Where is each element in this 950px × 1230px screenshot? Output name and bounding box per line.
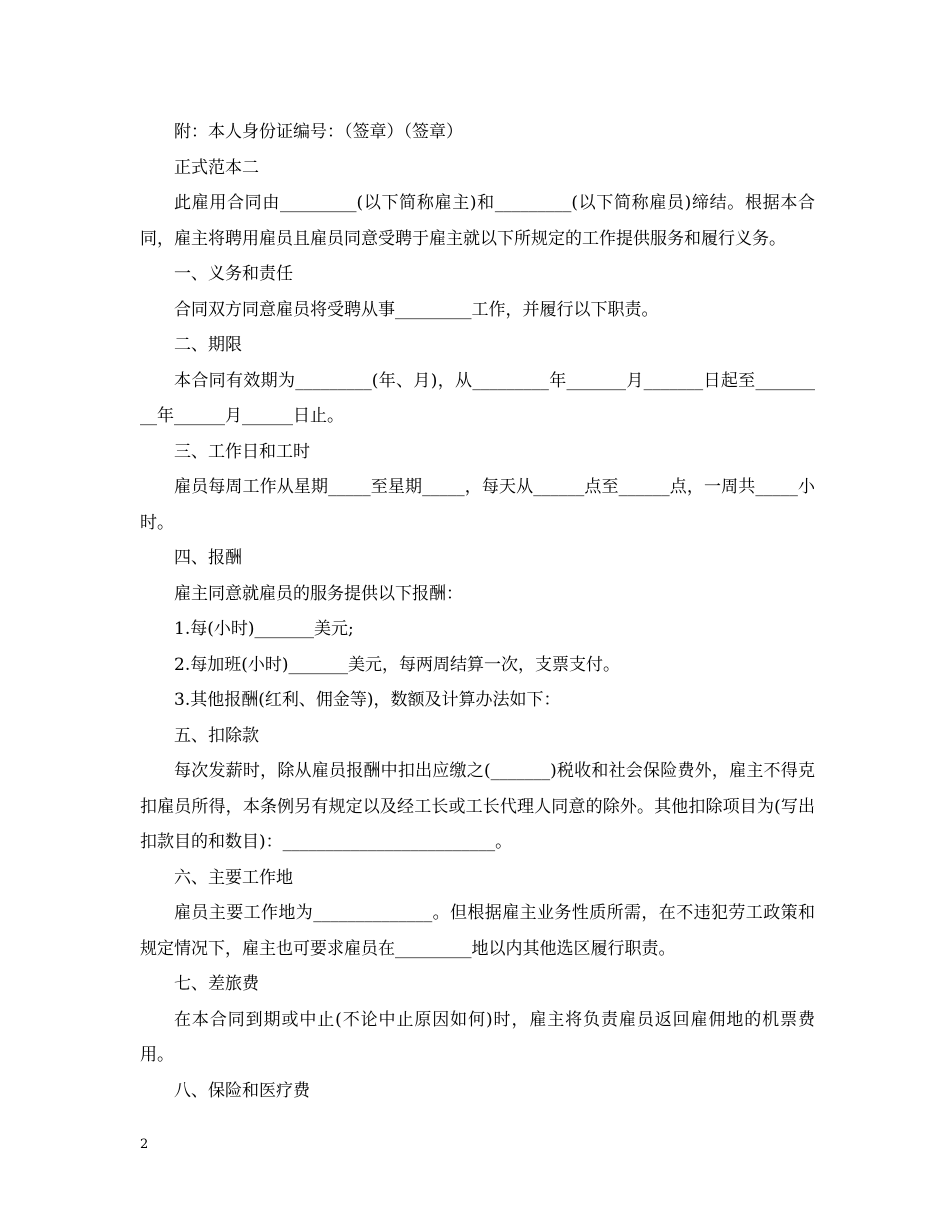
section-heading-travel: 七、差旅费	[174, 974, 259, 994]
section-heading-duties: 一、义务和责任	[174, 264, 293, 284]
pay-item-hourly: 1.每(小时)_______美元;	[174, 619, 354, 639]
page-number: 2	[140, 1137, 149, 1152]
section-heading-workplace: 六、主要工作地	[174, 867, 293, 888]
term-text: 本合同有效期为_________(年、月)，从_________年_______月_______日起至_________年______月______日止。	[140, 370, 815, 426]
template-title: 正式范本二	[174, 157, 259, 178]
pay-intro: 雇主同意就雇员的服务提供以下报酬：	[174, 583, 463, 604]
deductions-text: 每次发薪时，除从雇员报酬中扣出应缴之(_______)税收和社会保险费外，雇主不得克扣雇员所得，本条例另有规定以及经工长或工长代理人同意的除外。其他扣除项目为(写出扣款目的和数目)：_________________________。	[140, 761, 815, 852]
attachment-id-line: 附：本人身份证编号：（签章）（签章）	[174, 122, 463, 142]
workplace-text: 雇员主要工作地为______________。但根据雇主业务性质所需，在不违犯劳工政策和规定情况下，雇主也可要求雇员在_________地以内其他选区履行职责。	[140, 903, 815, 959]
section-heading-workdays: 三、工作日和工时	[174, 441, 310, 462]
section-heading-term: 二、期限	[174, 335, 242, 355]
pay-item-overtime: 2.每加班(小时)_______美元，每两周结算一次，支票支付。	[174, 654, 620, 675]
workdays-text: 雇员每周工作从星期_____至星期_____，每天从______点至______点，一周共_____小时。	[140, 477, 815, 533]
pay-item-other: 3.其他报酬(红利、佣金等)，数额及计算办法如下：	[174, 690, 561, 710]
section-heading-pay: 四、报酬	[174, 548, 242, 568]
duties-text: 合同双方同意雇员将受聘从事_________工作，并履行以下职责。	[174, 299, 659, 320]
document-body	[140, 115, 815, 1109]
contract-intro: 此雇用合同由_________(以下简称雇主)和_________(以下简称雇员)缔结。根据本合同，雇主将聘用雇员且雇员同意受聘于雇主就以下所规定的工作提供服务和履行义务。	[140, 193, 815, 249]
section-heading-deductions: 五、扣除款	[174, 725, 259, 746]
travel-text: 在本合同到期或中止(不论中止原因如何)时，雇主将负责雇员返回雇佣地的机票费用。	[140, 1009, 815, 1065]
section-heading-insurance: 八、保险和医疗费	[174, 1080, 310, 1101]
